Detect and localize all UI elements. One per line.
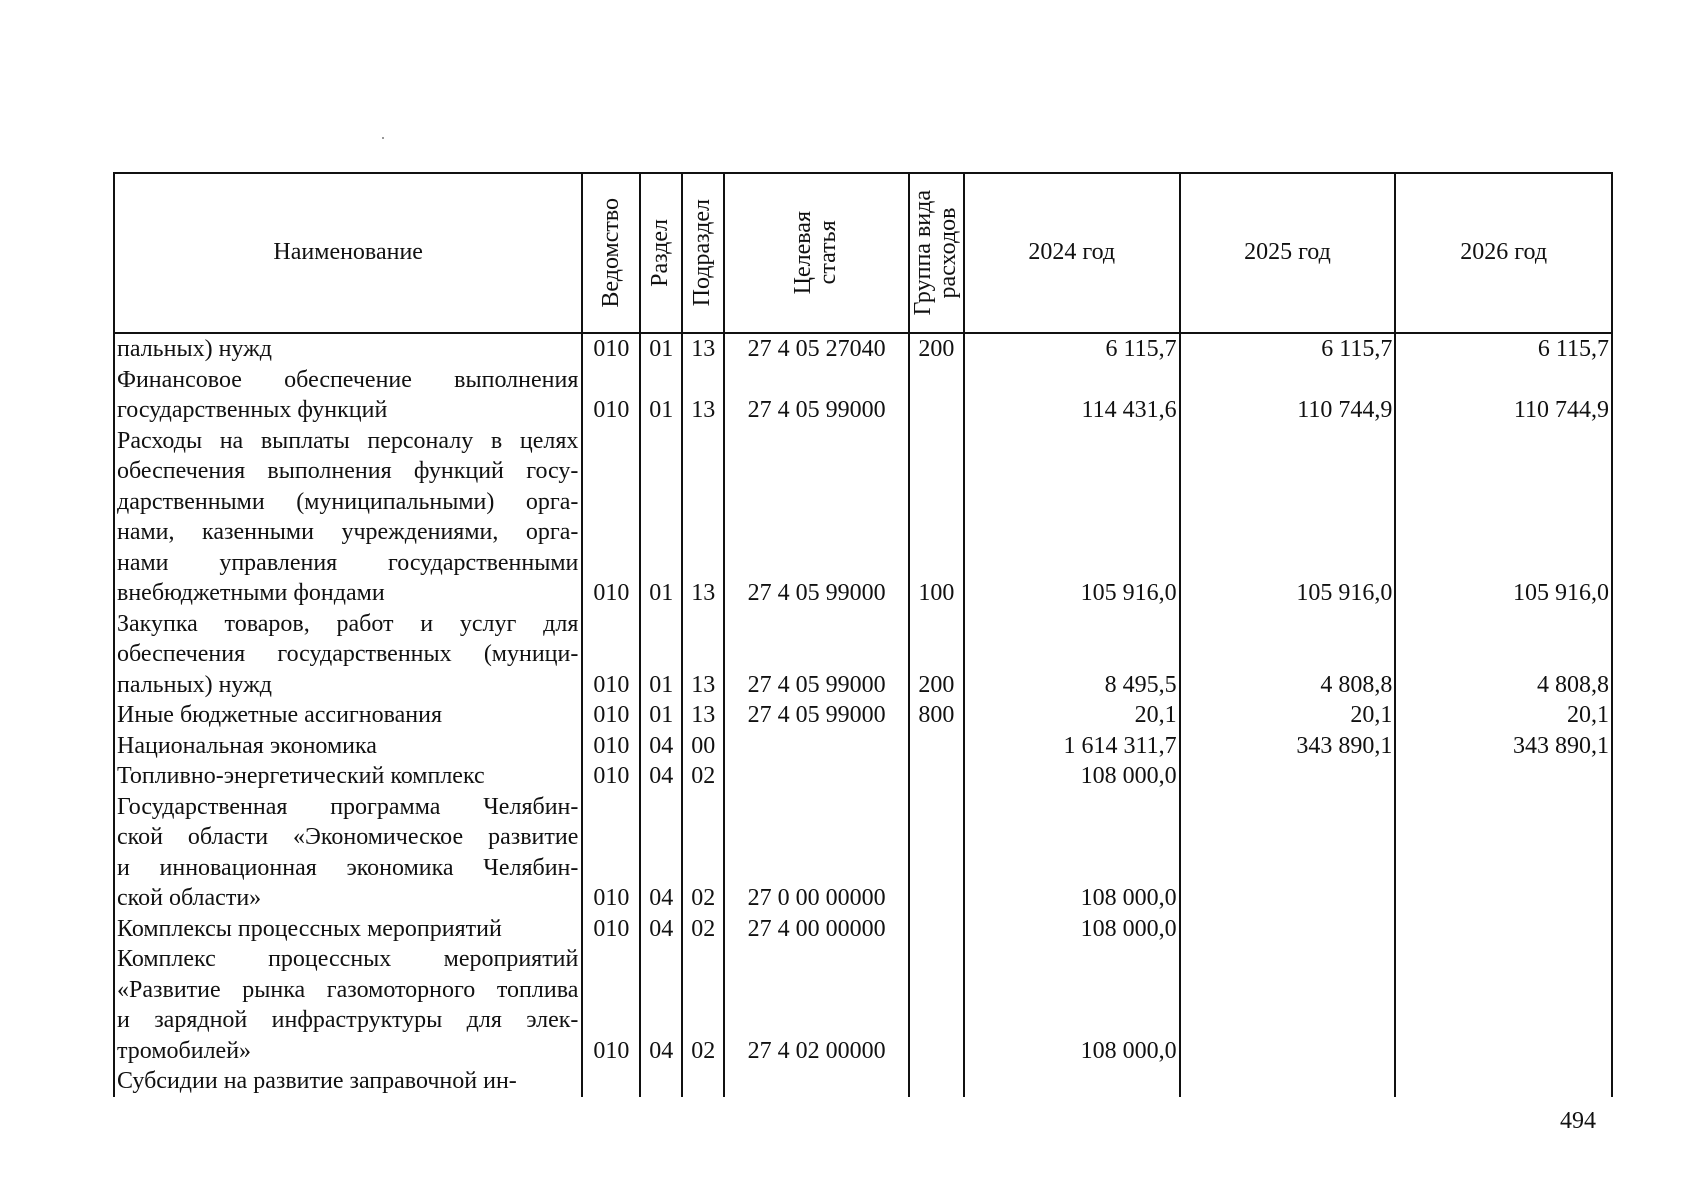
cell-gruppa [910, 334, 965, 365]
cell-celevaya-statya-value: 27 4 00 00000 [747, 915, 886, 942]
header-gruppa-text [911, 190, 961, 315]
cell-name [115, 426, 583, 609]
cell-2024 [965, 731, 1181, 762]
cell-2024-value: 20,1 [1134, 702, 1177, 728]
cell-name-line: пальных) нужд [117, 671, 272, 698]
cell-podrazdel-value: 13 [691, 580, 716, 606]
cell-name-line: Национальная экономика [117, 732, 377, 759]
cell-celevaya-statya [725, 334, 910, 365]
cell-2026 [1396, 1066, 1613, 1097]
cell-name-line: ской области «Экономическое развитие [117, 824, 579, 850]
cell-name-line: дарственными (муниципальными) орга- [117, 488, 579, 515]
cell-2024 [965, 761, 1181, 792]
cell-podrazdel-value: 13 [691, 671, 716, 698]
cell-name-line: государственных функций [117, 397, 388, 423]
cell-podrazdel [683, 792, 725, 914]
cell-vedomstvo-value: 010 [593, 336, 630, 362]
cell-razdel [641, 700, 683, 731]
cell-razdel-value: 01 [649, 671, 674, 698]
cell-2026-value: 110 744,9 [1513, 397, 1610, 423]
cell-vedomstvo-value: 010 [593, 397, 630, 423]
cell-razdel-value: 01 [649, 580, 674, 606]
cell-vedomstvo-value: 010 [593, 732, 630, 759]
cell-celevaya-statya-value: 27 4 05 99000 [747, 671, 886, 698]
cell-vedomstvo [583, 792, 641, 914]
cell-podrazdel-value: 13 [691, 397, 716, 423]
cell-2024-value: 6 115,7 [1105, 336, 1177, 362]
cell-2024 [965, 944, 1181, 1066]
header-2024-text: 2024 год [1028, 239, 1116, 266]
cell-2024 [965, 792, 1181, 914]
cell-name-line: Субсидии на развитие заправочной ин- [117, 1068, 517, 1094]
budget-table [113, 172, 1613, 1097]
cell-gruppa [910, 609, 965, 701]
cell-2025-value: 105 916,0 [1296, 580, 1393, 606]
cell-podrazdel [683, 365, 725, 426]
cell-vedomstvo [583, 334, 641, 365]
header-2025-text: 2025 год [1244, 239, 1331, 266]
cell-2026-value: 343 890,1 [1513, 732, 1610, 759]
cell-celevaya-statya-value: 27 4 05 99000 [747, 702, 886, 728]
cell-gruppa [910, 700, 965, 731]
cell-name-line: и инновационная экономика Челябин- [117, 854, 579, 881]
cell-2025 [1181, 609, 1397, 701]
cell-name [115, 731, 583, 762]
cell-razdel-value: 04 [649, 763, 674, 789]
cell-2025-value: 4 808,8 [1320, 671, 1393, 698]
cell-gruppa [910, 761, 965, 792]
cell-celevaya-statya [725, 365, 910, 426]
cell-podrazdel [683, 944, 725, 1066]
cell-name-line: нами управления государственными [117, 549, 579, 576]
cell-razdel [641, 426, 683, 609]
cell-name [115, 914, 583, 945]
cell-name-line: тромобилей» [117, 1037, 252, 1064]
cell-name-line: обеспечения государственных (муници- [117, 641, 579, 667]
cell-2026 [1396, 365, 1613, 426]
cell-name [115, 609, 583, 701]
table-row [115, 914, 1613, 945]
cell-gruppa [910, 914, 965, 945]
cell-gruppa [910, 944, 965, 1066]
cell-2025 [1181, 944, 1397, 1066]
cell-razdel-value: 04 [649, 915, 674, 942]
cell-vedomstvo-value: 010 [593, 702, 630, 728]
header-podrazdel [683, 174, 725, 332]
cell-podrazdel [683, 700, 725, 731]
page-number: 494 [1560, 1108, 1596, 1134]
table-row [115, 944, 1613, 1066]
cell-razdel [641, 914, 683, 945]
cell-celevaya-statya [725, 609, 910, 701]
cell-name-line: «Развитие рынка газомоторного топлива [117, 976, 579, 1003]
cell-name-line: Комплексы процессных мероприятий [117, 915, 502, 942]
cell-celevaya-statya [725, 914, 910, 945]
cell-celevaya-statya-value: 27 0 00 00000 [747, 885, 886, 911]
cell-vedomstvo [583, 761, 641, 792]
cell-celevaya-statya [725, 1066, 910, 1097]
cell-name-line: Финансовое обеспечение выполнения [117, 366, 579, 393]
cell-2026 [1396, 426, 1613, 609]
header-gruppa-line1: Группа вида [910, 190, 937, 316]
cell-vedomstvo-value: 010 [593, 915, 630, 942]
cell-2024 [965, 426, 1181, 609]
cell-name-line: Государственная программа Челябин- [117, 793, 579, 820]
header-name [115, 174, 583, 332]
cell-celevaya-statya-value: 27 4 05 27040 [747, 336, 886, 362]
cell-gruppa-value: 100 [918, 580, 955, 606]
cell-name [115, 365, 583, 426]
header-razdel [641, 174, 683, 332]
table-row [115, 792, 1613, 914]
cell-name [115, 792, 583, 914]
cell-2024-value: 108 000,0 [1080, 915, 1177, 942]
cell-name [115, 761, 583, 792]
cell-name [115, 334, 583, 365]
header-2026-text: 2026 год [1460, 239, 1548, 266]
table-body [113, 334, 1613, 1097]
cell-name [115, 700, 583, 731]
cell-2025-value: 343 890,1 [1296, 732, 1393, 759]
cell-podrazdel-value: 02 [691, 885, 716, 911]
cell-vedomstvo-value: 010 [593, 671, 630, 698]
cell-podrazdel [683, 761, 725, 792]
cell-gruppa [910, 731, 965, 762]
cell-name-line: и зарядной инфраструктуры для элек- [117, 1007, 579, 1033]
cell-vedomstvo [583, 1066, 641, 1097]
cell-podrazdel-value: 13 [691, 702, 716, 728]
table-row [115, 1066, 1613, 1097]
header-celevaya-statya [725, 174, 910, 332]
cell-celevaya-statya [725, 700, 910, 731]
cell-vedomstvo [583, 365, 641, 426]
cell-2026 [1396, 761, 1613, 792]
cell-2024 [965, 1066, 1181, 1097]
cell-2026 [1396, 334, 1613, 365]
cell-name-line: обеспечения выполнения функций госу- [117, 458, 579, 484]
header-podrazdel-text: Подраздел [689, 199, 716, 307]
cell-2026 [1396, 700, 1613, 731]
cell-gruppa [910, 792, 965, 914]
cell-2026 [1396, 609, 1613, 701]
cell-2025 [1181, 700, 1397, 731]
cell-2024-value: 8 495,5 [1104, 671, 1177, 698]
cell-celevaya-statya [725, 792, 910, 914]
header-celevaya-text [791, 211, 841, 294]
cell-2024 [965, 609, 1181, 701]
cell-name-line: внебюджетными фондами [117, 580, 385, 606]
header-celevaya-line2: статья [815, 221, 842, 285]
cell-podrazdel-value: 00 [691, 732, 716, 759]
table-row [115, 731, 1613, 762]
cell-celevaya-statya-value: 27 4 05 99000 [747, 580, 886, 606]
cell-name-line: Закупка товаров, работ и услуг для [117, 610, 579, 637]
cell-celevaya-statya [725, 944, 910, 1066]
cell-razdel [641, 944, 683, 1066]
cell-razdel [641, 609, 683, 701]
cell-razdel-value: 04 [649, 732, 674, 759]
cell-razdel [641, 365, 683, 426]
cell-name-line: Расходы на выплаты персоналу в целях [117, 427, 579, 454]
cell-razdel-value: 01 [649, 336, 674, 362]
cell-podrazdel-value: 02 [691, 763, 716, 789]
cell-vedomstvo [583, 700, 641, 731]
cell-razdel [641, 792, 683, 914]
cell-2025 [1181, 365, 1397, 426]
header-gruppa [910, 174, 965, 332]
cell-name-line: ской области» [117, 885, 262, 911]
cell-2024-value: 108 000,0 [1080, 1037, 1177, 1064]
cell-gruppa-value: 200 [918, 671, 955, 698]
cell-2024 [965, 334, 1181, 365]
cell-gruppa [910, 365, 965, 426]
cell-gruppa-value: 800 [918, 702, 955, 728]
cell-celevaya-statya [725, 761, 910, 792]
cell-2025 [1181, 761, 1397, 792]
cell-razdel-value: 04 [649, 1037, 674, 1064]
cell-vedomstvo [583, 914, 641, 945]
cell-2026 [1396, 731, 1613, 762]
cell-vedomstvo [583, 731, 641, 762]
cell-2024 [965, 700, 1181, 731]
cell-razdel [641, 761, 683, 792]
cell-2025-value: 110 744,9 [1297, 397, 1393, 423]
cell-podrazdel [683, 731, 725, 762]
cell-razdel-value: 04 [649, 885, 674, 911]
cell-podrazdel [683, 914, 725, 945]
table-row [115, 761, 1613, 792]
header-2025 [1181, 174, 1397, 332]
cell-razdel [641, 334, 683, 365]
header-2024 [965, 174, 1181, 332]
cell-name-line: нами, казенными учреждениями, орга- [117, 519, 579, 545]
cell-2025-value: 20,1 [1350, 702, 1393, 728]
cell-vedomstvo-value: 010 [593, 885, 630, 911]
table-row [115, 365, 1613, 426]
cell-podrazdel [683, 1066, 725, 1097]
cell-vedomstvo-value: 010 [593, 1037, 630, 1064]
cell-podrazdel [683, 426, 725, 609]
cell-gruppa-value: 200 [918, 336, 955, 362]
cell-name-line: Иные бюджетные ассигнования [117, 702, 442, 728]
cell-vedomstvo-value: 010 [593, 580, 630, 606]
cell-vedomstvo [583, 944, 641, 1066]
cell-2026-value: 4 808,8 [1537, 671, 1610, 698]
cell-celevaya-statya-value: 27 4 05 99000 [747, 397, 886, 423]
cell-name-line: Топливно-энергетический комплекс [117, 763, 485, 789]
scan-speck [382, 137, 384, 139]
cell-name [115, 944, 583, 1066]
cell-razdel-value: 01 [649, 397, 674, 423]
cell-2024 [965, 914, 1181, 945]
header-vedomstvo-text: Ведомство [597, 198, 624, 308]
cell-name-line: пальных) нужд [117, 336, 272, 362]
header-vedomstvo [583, 174, 641, 332]
cell-celevaya-statya [725, 731, 910, 762]
cell-vedomstvo [583, 609, 641, 701]
table-row [115, 426, 1613, 609]
table-row [115, 334, 1613, 365]
cell-2025 [1181, 731, 1397, 762]
cell-podrazdel [683, 609, 725, 701]
table-row [115, 700, 1613, 731]
cell-podrazdel-value: 02 [691, 1037, 716, 1064]
cell-razdel-value: 01 [649, 702, 674, 728]
cell-gruppa [910, 426, 965, 609]
cell-2026-value: 6 115,7 [1537, 336, 1610, 362]
cell-razdel [641, 731, 683, 762]
cell-2024 [965, 365, 1181, 426]
table-row [115, 609, 1613, 701]
cell-podrazdel-value: 13 [691, 336, 716, 362]
cell-razdel [641, 1066, 683, 1097]
cell-2026 [1396, 792, 1613, 914]
cell-celevaya-statya [725, 426, 910, 609]
cell-2025 [1181, 426, 1397, 609]
table-header [113, 172, 1613, 334]
cell-2025-value: 6 115,7 [1321, 336, 1393, 362]
cell-2026-value: 105 916,0 [1513, 580, 1610, 606]
cell-gruppa [910, 1066, 965, 1097]
cell-podrazdel [683, 334, 725, 365]
cell-2025 [1181, 792, 1397, 914]
header-gruppa-line2: расходов [935, 207, 962, 299]
cell-name [115, 1066, 583, 1097]
cell-2024-value: 108 000,0 [1080, 885, 1177, 911]
cell-podrazdel-value: 02 [691, 915, 716, 942]
cell-2026 [1396, 944, 1613, 1066]
cell-2026-value: 20,1 [1567, 702, 1610, 728]
cell-2024-value: 1 614 311,7 [1063, 732, 1177, 759]
cell-celevaya-statya-value: 27 4 02 00000 [747, 1037, 886, 1064]
cell-2025 [1181, 1066, 1397, 1097]
cell-2024-value: 105 916,0 [1080, 580, 1177, 606]
header-2026 [1396, 174, 1613, 332]
header-name-text: Наименование [273, 239, 423, 266]
cell-name-line: Комплекс процессных мероприятий [117, 946, 579, 972]
header-celevaya-line1: Целевая [790, 211, 817, 295]
cell-2026 [1396, 914, 1613, 945]
cell-2025 [1181, 914, 1397, 945]
cell-vedomstvo [583, 426, 641, 609]
cell-2024-value: 108 000,0 [1080, 763, 1177, 789]
cell-2025 [1181, 334, 1397, 365]
cell-vedomstvo-value: 010 [593, 763, 630, 789]
cell-2024-value: 114 431,6 [1081, 397, 1177, 423]
header-razdel-text: Раздел [647, 219, 674, 287]
